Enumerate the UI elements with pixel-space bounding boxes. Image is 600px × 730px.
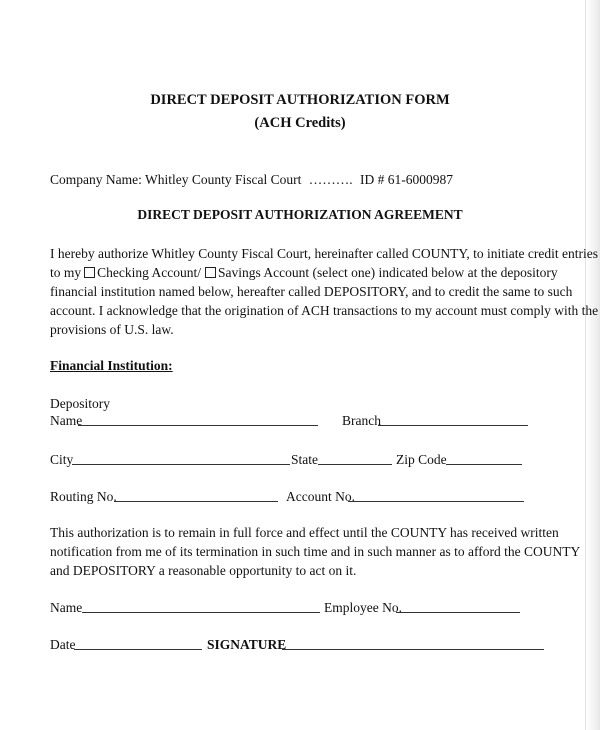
routing-number-label: Routing No.: [50, 489, 117, 504]
form-title: DIRECT DEPOSIT AUTHORIZATION FORM: [150, 92, 450, 108]
account-number-field[interactable]: [348, 501, 524, 502]
company-line: [50, 172, 453, 188]
employee-number-field[interactable]: [396, 612, 520, 613]
account-number-label: Account No.: [286, 489, 355, 504]
zip-code-field[interactable]: [446, 464, 522, 465]
agreement-line-2: [50, 265, 558, 281]
company-id-label: ID #: [360, 172, 385, 187]
agreement-heading: DIRECT DEPOSIT AUTHORIZATION AGREEMENT: [137, 207, 463, 222]
company-id-value: 61-6000987: [387, 172, 453, 187]
signature-field[interactable]: [282, 649, 544, 650]
depository-name-field[interactable]: [78, 425, 318, 426]
date-field[interactable]: [74, 649, 202, 650]
name-label: Name: [50, 600, 83, 615]
branch-field[interactable]: [378, 425, 528, 426]
terms-line-2: notification from me of its termination in such time and in such manner as to afford the COUNTY: [50, 544, 581, 559]
company-dots: ……….: [308, 172, 353, 187]
agreement-line-1: I hereby authorize Whitley County Fiscal Court, hereinafter called COUNTY, to initiate credit entries: [50, 246, 598, 261]
checking-checkbox[interactable]: [84, 267, 95, 278]
page-edge-shadow: [585, 0, 600, 730]
checking-account-label: Checking Account/: [97, 265, 201, 280]
terms-line-1: This authorization is to remain in full force and effect until the COUNTY has received written: [50, 525, 559, 540]
routing-number-field[interactable]: [114, 501, 278, 502]
form-subtitle: (ACH Credits): [254, 115, 346, 131]
branch-label: Branch: [342, 413, 381, 428]
depository-label-1: Depository: [50, 396, 110, 411]
agreement-line-2-prefix: to my: [50, 265, 82, 280]
agreement-line-3: financial institution named below, hereafter called DEPOSITORY, and to credit the same to such: [50, 284, 573, 299]
signature-label: SIGNATURE: [207, 637, 287, 652]
company-label: Company Name:: [50, 172, 142, 187]
financial-institution-heading: Financial Institution:: [50, 358, 173, 373]
state-field[interactable]: [318, 464, 392, 465]
city-field[interactable]: [72, 464, 290, 465]
state-label: State: [291, 452, 318, 467]
savings-account-label: Savings Account (select one) indicated below at the depository: [218, 265, 558, 280]
agreement-line-5: provisions of U.S. law.: [50, 322, 174, 337]
name-field[interactable]: [82, 612, 320, 613]
zip-code-label: Zip Code: [396, 452, 447, 467]
employee-number-label: Employee No.: [324, 600, 402, 615]
agreement-line-4: account. I acknowledge that the origination of ACH transactions to my account must comply with the: [50, 303, 599, 318]
depository-name-label: Name: [50, 413, 83, 428]
terms-line-3: and DEPOSITORY a reasonable opportunity to act on it.: [50, 563, 357, 578]
company-name: Whitley County Fiscal Court: [145, 172, 302, 187]
city-label: City: [50, 452, 74, 467]
date-label: Date: [50, 637, 76, 652]
savings-checkbox[interactable]: [205, 267, 216, 278]
